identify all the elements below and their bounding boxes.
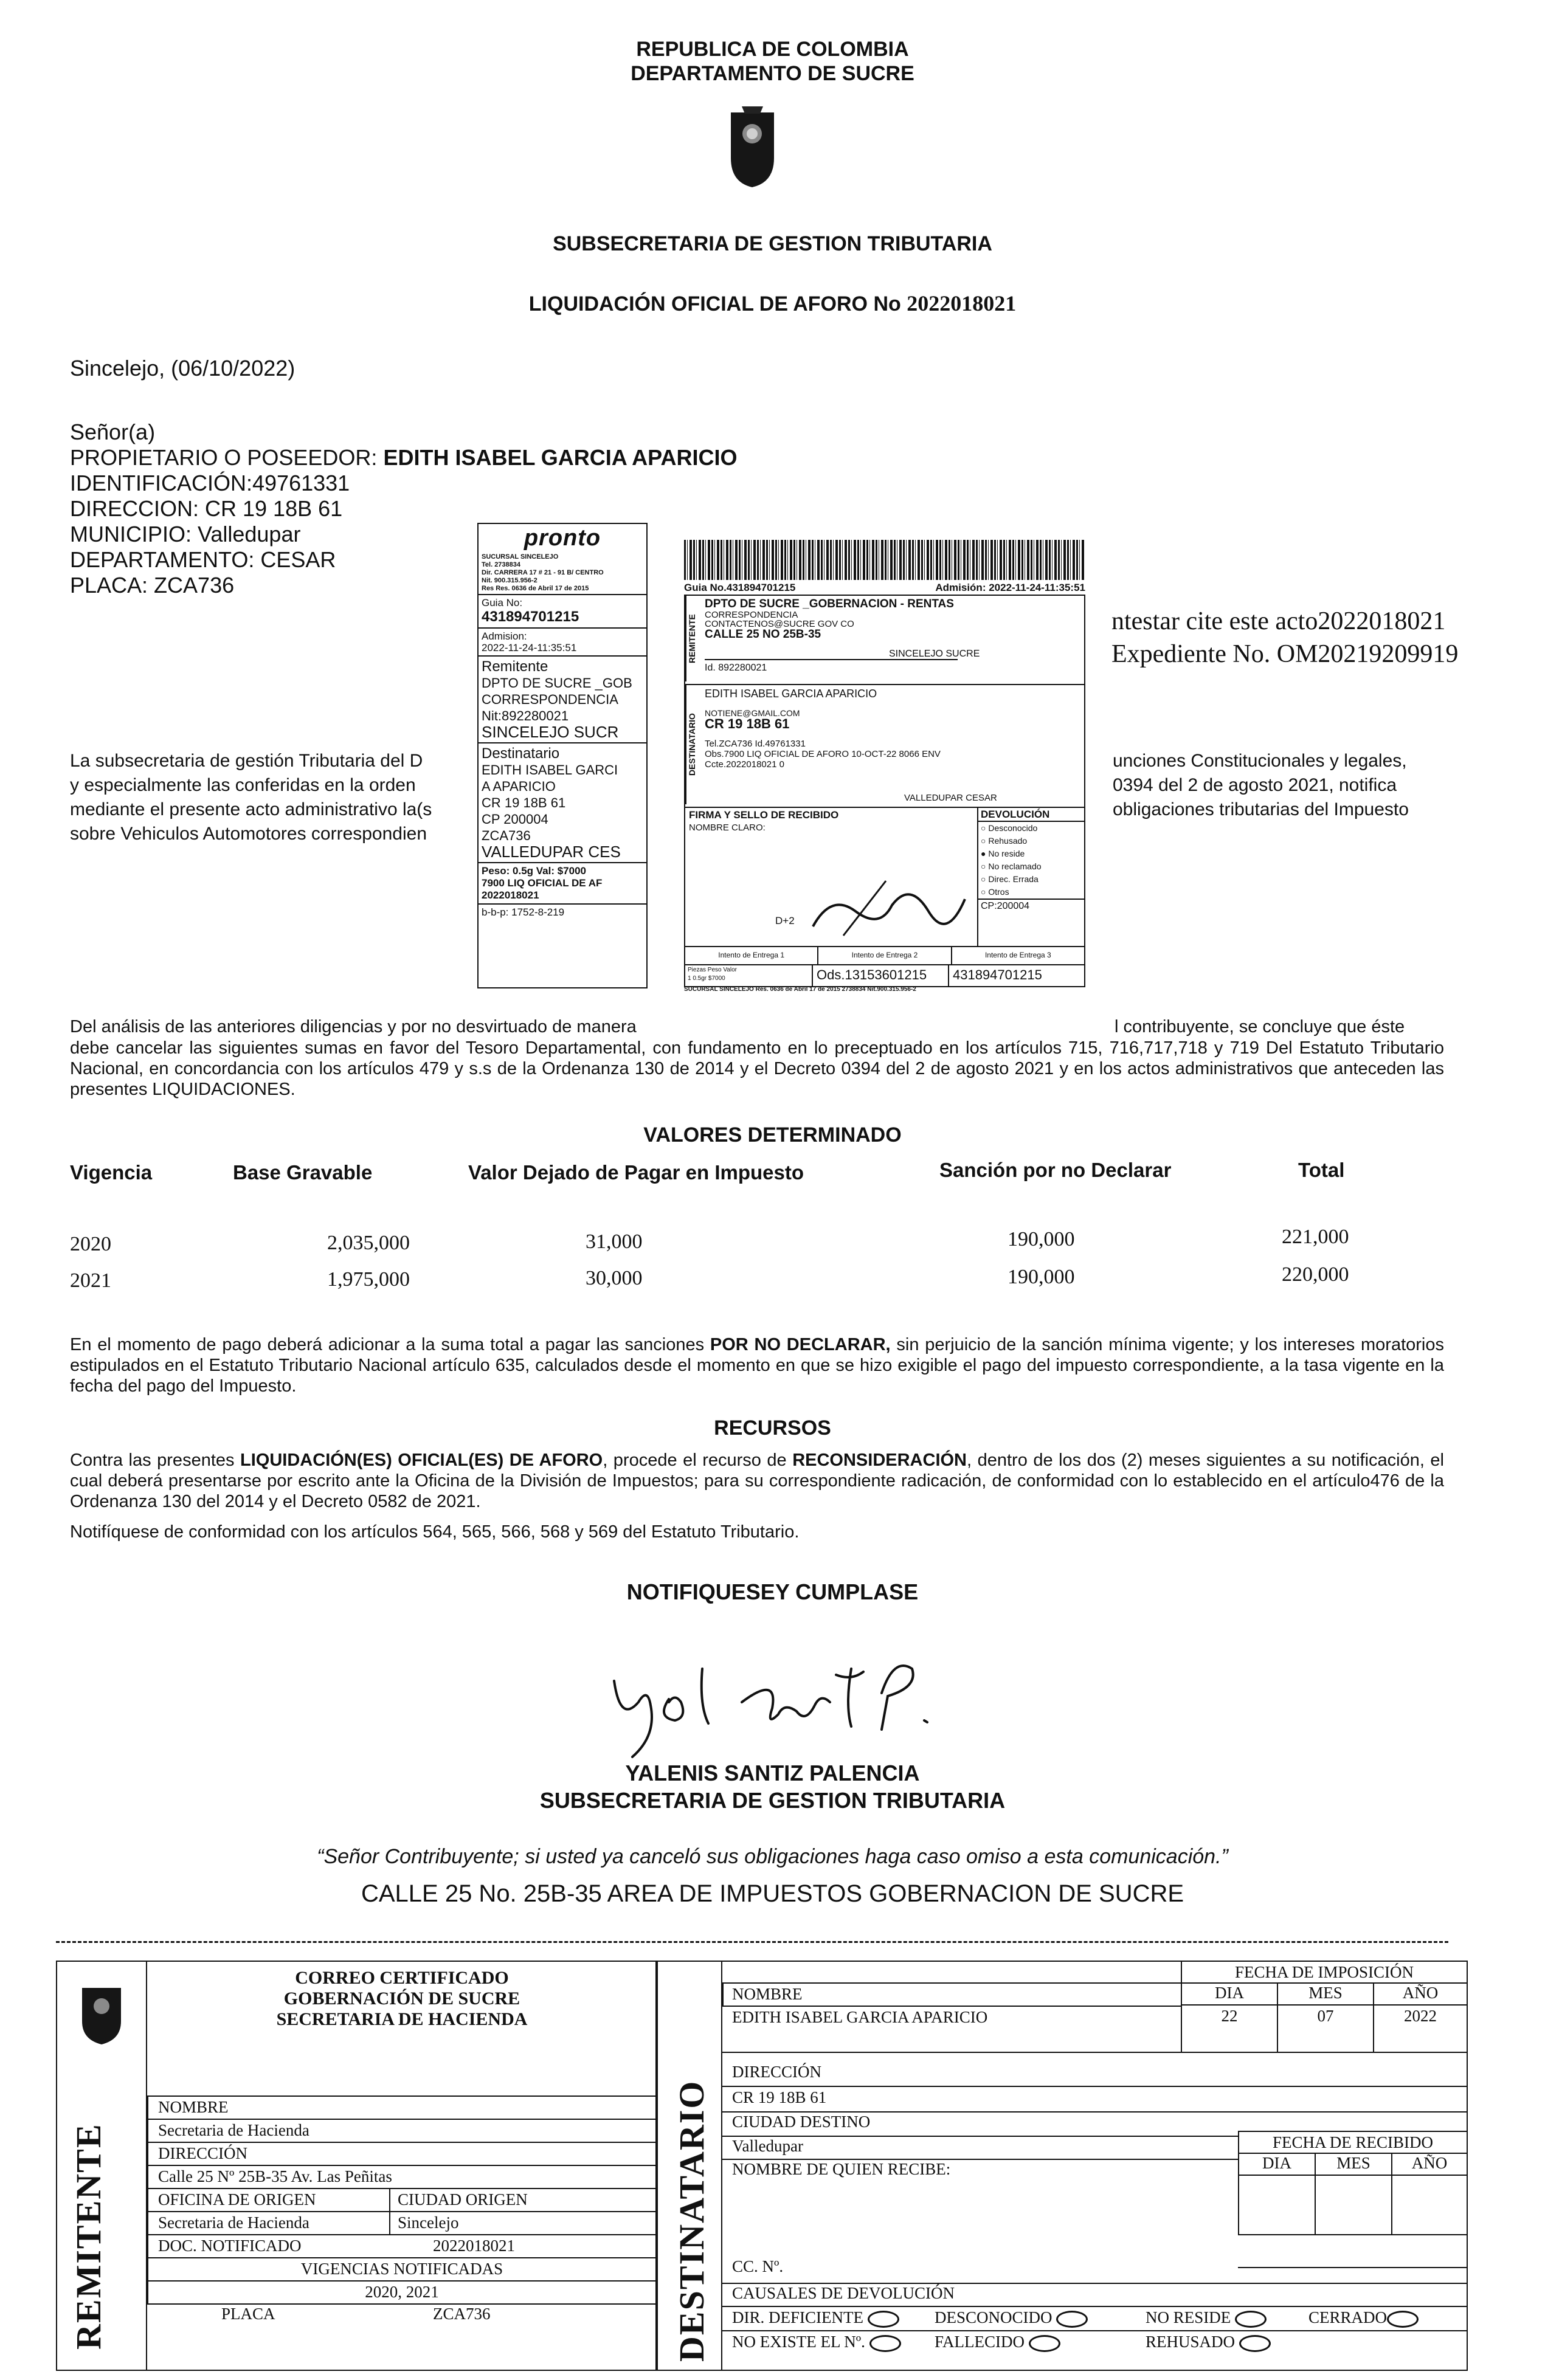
rem-line: CALLE 25 NO 25B-35 xyxy=(705,628,821,641)
causal-label: NO RESIDE xyxy=(1146,2308,1231,2327)
dev-option[interactable]: ○ Rehusado xyxy=(981,836,1028,846)
dev-option[interactable]: ○ No reclamado xyxy=(981,861,1042,871)
header-republic: REPUBLICA DE COLOMBIA xyxy=(636,38,909,61)
ciudad-origen-label: CIUDAD ORIGEN xyxy=(398,2190,528,2209)
sender-title-line: SECRETARIA DE HACIENDA xyxy=(276,2009,528,2029)
owner-name: EDITH ISABEL GARCIA APARICIO xyxy=(383,445,738,470)
causal-label: DESCONOCIDO xyxy=(935,2308,1052,2327)
firma-label: FIRMA Y SELLO DE RECIBIDO xyxy=(689,809,839,821)
dst-line: CR 19 18B 61 xyxy=(705,716,790,731)
peso-valor: Peso: 0.5g Val: $7000 xyxy=(482,865,586,877)
cc-label: CC. Nº. xyxy=(732,2257,784,2275)
dst-line: Obs.7900 LIQ OFICIAL DE AFORO 10-OCT-22 8066 ENV xyxy=(705,749,941,759)
oficina-origen-label: OFICINA DE ORIGEN xyxy=(158,2190,316,2209)
rem-id: Id. 892280021 xyxy=(705,659,958,674)
causal-option[interactable] xyxy=(1308,2308,1419,2328)
sender-address: Calle 25 Nº 25B-35 Av. Las Peñitas xyxy=(158,2167,392,2185)
dev-option[interactable]: ○ Direc. Errada xyxy=(981,874,1039,884)
placa-label: PLACA xyxy=(221,2305,275,2323)
rec-ano-label: AÑO xyxy=(1411,2154,1448,2172)
cell-impuesto: 31,000 xyxy=(586,1230,643,1253)
fecha-imposicion-label: FECHA DE IMPOSICIÓN xyxy=(1234,1963,1414,1981)
main-destinatario-box xyxy=(684,684,1085,808)
document-title-label: LIQUIDACIÓN OFICIAL DE AFORO No xyxy=(528,292,907,316)
reference-expediente: Expediente No. OM20219209919 xyxy=(1111,640,1459,668)
doc-notificado-label: DOC. NOTIFICADO xyxy=(158,2237,302,2255)
dev-option[interactable]: ○ Otros xyxy=(981,887,1009,897)
dev-option-label: No reclamado xyxy=(988,861,1042,871)
admision-label: Admision: xyxy=(482,630,527,642)
main-remitente-text xyxy=(705,598,954,641)
dst-line: Tel.ZCA736 Id.49761331 xyxy=(705,739,806,749)
bop-code: b-b-p: 1752-8-219 xyxy=(479,903,646,920)
piezas-label: Piezas Peso Valor xyxy=(688,967,737,973)
intro-line: unciones Constitucionales y legales, xyxy=(1113,751,1407,771)
piezas-values: 1 0.5gr $7000 xyxy=(688,975,725,982)
address-line: DIRECCION: CR 19 18B 61 xyxy=(70,496,343,521)
col-total: Total xyxy=(1298,1159,1345,1181)
oficina-origen-value: Secretaria de Hacienda xyxy=(158,2213,309,2232)
handwritten-signature xyxy=(596,1644,936,1760)
imp-dia-value: 22 xyxy=(1221,2007,1238,2025)
piezas-cell xyxy=(685,965,813,986)
dev-option-label: Desconocido xyxy=(988,823,1038,833)
sender-nombre-label: NOMBRE xyxy=(158,2098,229,2116)
devolucion-label: DEVOLUCIÓN xyxy=(978,808,1084,822)
dest-direccion-label: DIRECCIÓN xyxy=(732,2063,821,2081)
cell-vigencia: 2021 xyxy=(70,1269,111,1292)
causal-checkbox[interactable] xyxy=(1387,2311,1419,2328)
place-date: Sincelejo, (06/10/2022) xyxy=(70,356,296,381)
col-vigencia: Vigencia xyxy=(70,1161,153,1184)
fecha-recibido-label: FECHA DE RECIBIDO xyxy=(1272,2133,1433,2151)
remitente-line: CORRESPONDENCIA xyxy=(482,692,618,707)
cell-vigencia: 2020 xyxy=(70,1233,111,1255)
recursos-b2: RECONSIDERACIÓN xyxy=(792,1450,967,1470)
payment-note xyxy=(70,1334,1444,1396)
analysis-first-line xyxy=(70,1016,1438,1037)
dest-dir-divider xyxy=(722,2086,1468,2087)
sender-title xyxy=(147,1968,657,2030)
vigencias-label: VIGENCIAS NOTIFICADAS xyxy=(300,2260,503,2278)
receiver-signature-scribble xyxy=(807,869,977,942)
owner-label: PROPIETARIO O POSEEDOR: xyxy=(70,445,384,470)
intro-line: obligaciones tributarias del Impuesto xyxy=(1113,799,1409,819)
cell-base: 1,975,000 xyxy=(327,1268,410,1291)
intro-right xyxy=(1113,749,1409,822)
admision-value: 2022-11-24-11:35:51 xyxy=(482,642,577,654)
remitente-nit: Nit:892280021 xyxy=(482,708,569,723)
quien-recibe-label: NOMBRE DE QUIEN RECIBE: xyxy=(732,2160,951,2178)
rem-line: CORRESPONDENCIA xyxy=(705,610,798,620)
footer-note: “Señor Contribuyente; si usted ya canceló sus obligaciones haga caso omiso a esta comunicación.” xyxy=(317,1845,1228,1868)
rec-mes-label: MES xyxy=(1336,2154,1370,2172)
intro-line: y especialmente las conferidas en la orden xyxy=(70,775,416,795)
intro-line: sobre Vehiculos Automotores correspondien xyxy=(70,824,427,844)
dest-city: VALLEDUPAR CES xyxy=(482,843,621,861)
imp-ano-value: 2022 xyxy=(1404,2007,1437,2025)
cell-sancion: 190,000 xyxy=(1008,1228,1075,1250)
signer-name: YALENIS SANTIZ PALENCIA xyxy=(625,1761,920,1785)
nombre-claro: NOMBRE CLARO: xyxy=(689,823,766,833)
dest-address: CR 19 18B 61 xyxy=(482,795,566,810)
imp-mes-label: MES xyxy=(1308,1984,1343,2002)
causal-label: DIR. DEFICIENTE xyxy=(732,2308,863,2327)
footer-address: CALLE 25 No. 25B-35 AREA DE IMPUESTOS GOBERNACION DE SUCRE xyxy=(361,1880,1184,1907)
imp-ano-label: AÑO xyxy=(1402,1984,1439,2002)
recursos-p3: , dentro de los dos (2) meses siguientes a su notificación, el cual deberá presentarse por escrito ante la Oficina de la División de Impuestos; para su correspondiente radicación, de conformidad con lo establecido en el artículo476 de la Ordenanza 130 del 2014 y el Decreto 0582 de 2021. xyxy=(70,1450,1444,1511)
dst-line: NOTIENE@GMAIL.COM xyxy=(705,708,800,718)
reference-cite: ntestar cite este acto2022018021 xyxy=(1111,607,1446,635)
causal-checkbox[interactable] xyxy=(869,2335,901,2352)
recursos-notify: Notifíquese de conformidad con los artículos 564, 565, 566, 568 y 569 del Estatuto Tributario. xyxy=(70,1522,800,1542)
branch-name: SUCURSAL SINCELEJO xyxy=(482,553,559,561)
intento-3: Intento de Entrega 3 xyxy=(984,951,1051,959)
reference-block xyxy=(1111,605,1458,671)
main-admision: Admisión: 2022-11-24-11:35:51 xyxy=(935,582,1085,593)
remitente-line: DPTO DE SUCRE _GOB xyxy=(482,675,632,691)
dest-nombre-label: NOMBRE xyxy=(732,1985,803,2003)
guia-repeat: 431894701215 xyxy=(953,967,1042,982)
branch-info xyxy=(479,552,646,594)
recursos-title: RECURSOS xyxy=(714,1416,831,1440)
intro-line: La subsecretaria de gestión Tributaria del D xyxy=(70,751,423,771)
causal-label: NO EXISTE EL Nº. xyxy=(732,2333,865,2351)
obs-short: 7900 LIQ OFICIAL DE AF xyxy=(482,877,603,889)
rec-dia-cell[interactable] xyxy=(1238,2175,1316,2235)
dest-direccion-value: CR 19 18B 61 xyxy=(732,2088,827,2106)
causal-checkbox[interactable] xyxy=(1235,2311,1267,2328)
office-name: SUBSECRETARIA DE GESTION TRIBUTARIA xyxy=(553,232,992,255)
guia-label: Guia No: xyxy=(482,597,523,609)
sticker-footer: SUCURSAL SINCELEJO Res. 0636 de Abril 17 de 2015 2738834 Nit.900.315.956-2 xyxy=(684,986,916,993)
values-title: VALORES DETERMINADO xyxy=(643,1123,902,1147)
rem-line: CONTACTENOS@SUCRE GOV CO xyxy=(705,619,854,629)
closing-text: NOTIFIQUESEY CUMPLASE xyxy=(626,1579,919,1604)
values-header-row xyxy=(0,1159,1545,1183)
placa-value: ZCA736 xyxy=(433,2305,491,2323)
pronto-logo: pronto xyxy=(524,525,601,551)
dest-name-line: A APARICIO xyxy=(482,779,556,794)
main-destinatario-text xyxy=(705,688,941,770)
causal-option[interactable] xyxy=(732,2333,901,2352)
branch-address: Dir. CARRERA 17 # 21 - 91 B/ CENTRO xyxy=(482,569,604,576)
cut-line xyxy=(56,1941,1448,1943)
ciudad-origen-value: Sincelejo xyxy=(398,2213,459,2232)
causal-checkbox[interactable] xyxy=(1029,2335,1060,2352)
dest-name-bottom xyxy=(722,2052,1468,2053)
causal-checkbox[interactable] xyxy=(1056,2311,1088,2328)
d2-label: D+2 xyxy=(775,915,795,926)
payment-note-part1: En el momento de pago deberá adicionar a la suma total a pagar las sanciones xyxy=(70,1335,710,1354)
dst-line: EDITH ISABEL GARCIA APARICIO xyxy=(705,688,877,700)
document-number: 2022018021 xyxy=(907,291,1017,316)
sender-title-line: CORREO CERTIFICADO xyxy=(295,1968,509,1988)
causal-checkbox[interactable] xyxy=(1239,2335,1271,2352)
coat-of-arms-emblem xyxy=(724,100,781,188)
table-row xyxy=(0,1226,1545,1255)
causal-option[interactable] xyxy=(732,2308,899,2328)
cell-base: 2,035,000 xyxy=(327,1232,410,1254)
payment-note-part2: sin perjuicio de la sanción mínima vigente; y los intereses moratorios estipulados en el Estatuto Tributario Nacional artículo 635, calculados desde el momento en que se hizo exigible el pago del impuesto correspondiente, a la tasa vigente en la fecha del pago del Impuesto. xyxy=(70,1335,1444,1396)
dev-option-label: Rehusado xyxy=(988,836,1028,846)
intro-left xyxy=(70,749,432,846)
causales-label: CAUSALES DE DEVOLUCIÓN xyxy=(732,2284,955,2302)
cell-impuesto: 30,000 xyxy=(586,1267,643,1289)
dev-cp: CP:200004 xyxy=(978,899,1084,912)
col-valor-dejado: Valor Dejado de Pagar en Impuesto xyxy=(468,1161,804,1184)
dst-city: VALLEDUPAR CESAR xyxy=(904,793,997,803)
branch-nit: Nit. 900.315.956-2 xyxy=(482,577,537,584)
firma-box xyxy=(684,807,978,947)
causal-option[interactable] xyxy=(935,2308,1088,2328)
branch-res: Res Res. 0636 de Abril 17 de 2015 xyxy=(482,585,589,592)
placa-divider xyxy=(147,2303,657,2305)
causal-option[interactable] xyxy=(1146,2308,1267,2328)
imp-mes-value: 07 xyxy=(1317,2007,1334,2025)
intento-2: Intento de Entrega 2 xyxy=(818,947,952,964)
dst-line: Ccte.2022018021 0 xyxy=(705,759,784,770)
analysis-line1-left: Del análisis de las anteriores diligencias y por no desvirtuado de manera xyxy=(70,1017,637,1037)
analysis-line1-right: l contribuyente, se concluye que éste xyxy=(1115,1017,1405,1037)
sender-name: Secretaria de Hacienda xyxy=(158,2121,309,2139)
table-row xyxy=(0,1263,1545,1292)
plate-line: PLACA: ZCA736 xyxy=(70,573,235,598)
ods-row xyxy=(684,964,1085,987)
recursos-p2: , procede el recurso de xyxy=(603,1450,793,1470)
intentos-row xyxy=(684,946,1085,965)
dev-option-label: No reside xyxy=(988,849,1025,858)
dest-name-line: EDITH ISABEL GARCI xyxy=(482,762,618,778)
destinatario-vertical: DESTINATARIO xyxy=(672,2080,711,2362)
gobernacion-emblem xyxy=(77,1979,126,2046)
barcode xyxy=(684,540,1085,580)
causal-label: FALLECIDO xyxy=(935,2333,1025,2351)
branch-tel: Tel. 2738834 xyxy=(482,561,521,568)
header-department: DEPARTAMENTO DE SUCRE xyxy=(631,62,914,85)
remitente-city: SINCELEJO SUCR xyxy=(482,723,619,741)
col-sancion: Sanción por no Declarar xyxy=(939,1159,1172,1181)
recursos-b1: LIQUIDACIÓN(ES) OFICIAL(ES) DE AFORO xyxy=(240,1450,603,1470)
causal-checkbox[interactable] xyxy=(868,2311,899,2328)
causales-row2-top xyxy=(722,2330,1468,2331)
causal-option[interactable] xyxy=(935,2333,1060,2352)
guia-number: 431894701215 xyxy=(482,609,579,625)
cell-total: 221,000 xyxy=(1282,1226,1349,1248)
dev-option-label: Otros xyxy=(988,887,1009,897)
imp-dia-label: DIA xyxy=(1215,1984,1244,2002)
mail-form xyxy=(56,1961,1468,2371)
ciudad-destino-label: CIUDAD DESTINO xyxy=(732,2113,871,2131)
analysis-paragraph: debe cancelar las siguientes sumas en favor del Tesoro Departamental, con fundamento en lo preceptuado en los artículos 715, 716,717,718 y 719 Del Estatuto Tributario Nacional, en concordancia con los artículos 479 y s.s de la Ordenanza 130 de 2014 y el Decreto 0394 del 2 de agosto 2021 y en los actos administrativos que anteceden las presentes LIQUIDACIONES. xyxy=(70,1038,1444,1099)
vigencias-value: 2020, 2021 xyxy=(365,2283,439,2301)
rem-city: SINCELEJO SUCRE xyxy=(889,649,980,659)
rec-ano-cell[interactable] xyxy=(1391,2175,1468,2235)
dest-nombre-value: EDITH ISABEL GARCIA APARICIO xyxy=(732,2008,988,2026)
causal-label: REHUSADO xyxy=(1146,2333,1236,2351)
owner-line xyxy=(70,445,737,471)
courier-left-label xyxy=(477,523,648,988)
department-line: DEPARTAMENTO: CESAR xyxy=(70,547,336,572)
signature xyxy=(596,1644,936,1760)
recursos-p1: Contra las presentes xyxy=(70,1450,241,1470)
rec-bottom xyxy=(1238,2267,1468,2268)
recursos-paragraph xyxy=(70,1450,1444,1512)
id-line: IDENTIFICACIÓN:49761331 xyxy=(70,471,350,495)
causal-label: CERRADO xyxy=(1308,2308,1388,2327)
remitente-side-label: REMITENTE xyxy=(685,596,701,681)
dev-option[interactable]: ● No reside xyxy=(981,849,1025,858)
cell-total: 220,000 xyxy=(1282,1263,1349,1286)
dev-option[interactable]: ○ Desconocido xyxy=(981,823,1038,833)
main-guia: Guia No.431894701215 xyxy=(684,582,796,593)
payment-note-bold: POR NO DECLARAR, xyxy=(710,1335,891,1354)
sender-title-line: GOBERNACIÓN DE SUCRE xyxy=(283,1989,520,2009)
ods-number: Ods.13153601215 xyxy=(813,965,949,986)
destinatario-side-label: DESTINATARIO xyxy=(685,685,701,804)
main-guia-row xyxy=(684,582,1085,593)
causales-row1-top xyxy=(722,2306,1468,2307)
document-title xyxy=(0,291,1545,316)
municipality-line: MUNICIPIO: Valledupar xyxy=(70,522,301,547)
col-base-gravable: Base Gravable xyxy=(233,1161,373,1184)
dest-cp: CP 200004 xyxy=(482,812,548,827)
rec-dia-label: DIA xyxy=(1262,2154,1291,2172)
intento-1: Intento de Entrega 1 xyxy=(685,947,818,964)
main-remitente-box xyxy=(684,595,1085,685)
causal-option[interactable] xyxy=(1146,2333,1271,2352)
dev-option-label: Direc. Errada xyxy=(988,874,1039,884)
dest-plate: ZCA736 xyxy=(482,828,531,843)
signer-position: SUBSECRETARIA DE GESTION TRIBUTARIA xyxy=(539,1788,1006,1813)
remitente-vertical: REMITENTE xyxy=(69,2123,108,2350)
salutation: Señor(a) xyxy=(70,419,156,444)
obs-number: 2022018021 xyxy=(482,889,539,901)
rec-mes-cell[interactable] xyxy=(1315,2175,1392,2235)
ciudad-destino-value: Valledupar xyxy=(732,2137,803,2155)
devolucion-box xyxy=(977,807,1085,947)
destinatario-label: Destinatario xyxy=(482,745,560,762)
intro-line: mediante el presente acto administrativo la(s xyxy=(70,799,432,819)
rem-line: DPTO DE SUCRE _GOBERNACION - RENTAS xyxy=(705,598,954,610)
sender-direccion-label: DIRECCIÓN xyxy=(158,2144,247,2162)
doc-notificado-value: 2022018021 xyxy=(433,2237,515,2255)
intro-line: 0394 del 2 de agosto 2021, notifica xyxy=(1113,775,1397,795)
cell-sancion: 190,000 xyxy=(1008,1266,1075,1288)
remitente-label: Remitente xyxy=(482,658,548,675)
